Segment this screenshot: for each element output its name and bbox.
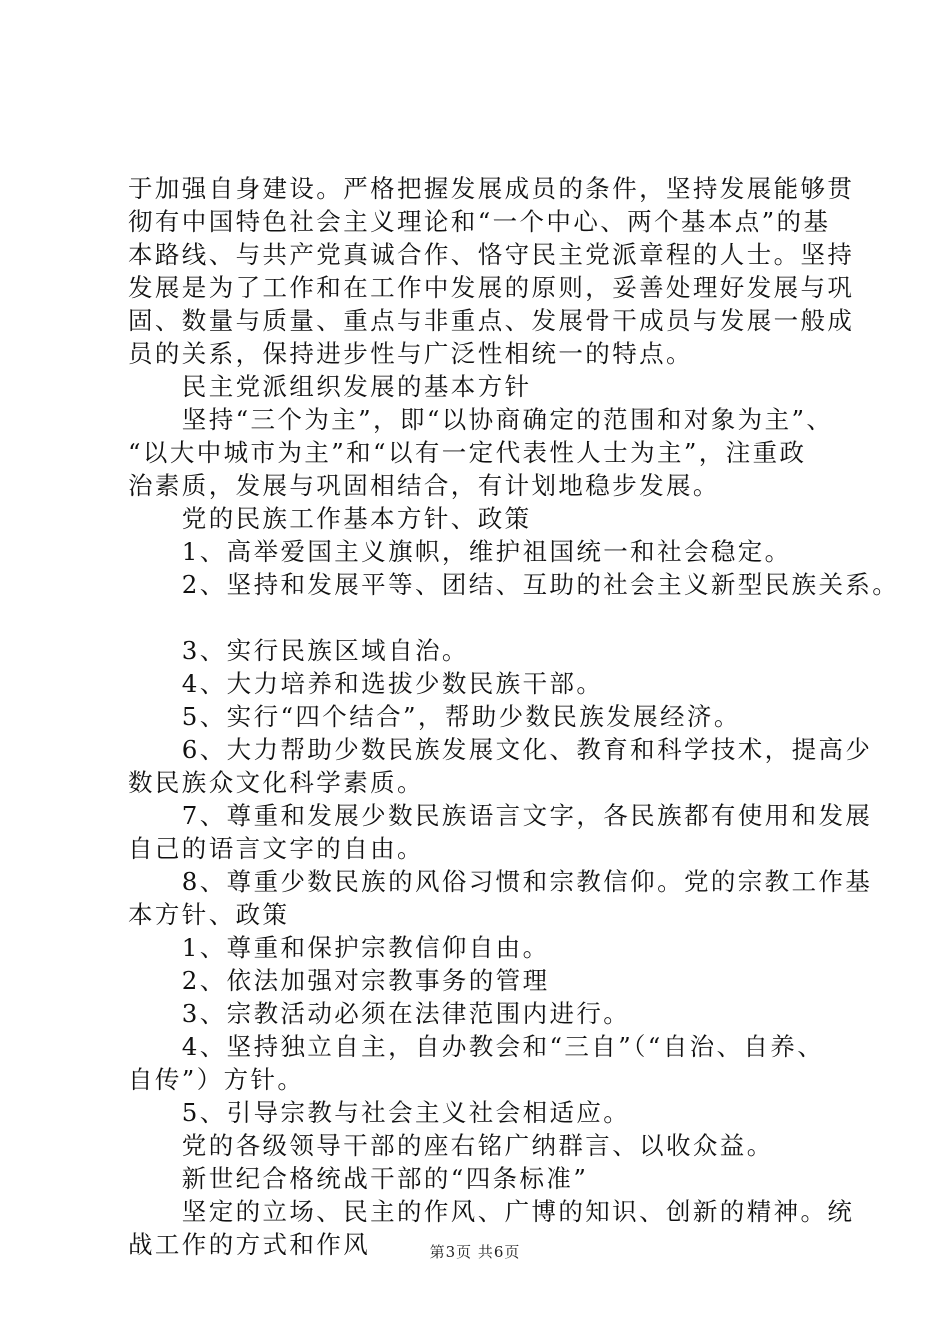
section-heading: 党的民族工作基本方针、政策 [128, 504, 532, 533]
section-heading: 民主党派组织发展的基本方针 [128, 372, 532, 401]
section-heading: 党的各级领导干部的座右铭广纳群言、以收众益。 [128, 1131, 774, 1160]
text-line: 本路线、与共产党真诚合作、恪守民主党派章程的人士。坚持 [128, 240, 855, 269]
text-line: 自传”）方针。 [128, 1065, 305, 1094]
list-item: 8、尊重少数民族的风俗习惯和宗教信仰。党的宗教工作基 [128, 867, 873, 896]
list-item: 4、坚持独立自主，自办教会和“三自”（“自治、自养、 [128, 1032, 825, 1061]
list-item: 6、大力帮助少数民族发展文化、教育和科学技术，提高少 [128, 735, 873, 764]
list-item: 5、实行“四个结合”，帮助少数民族发展经济。 [128, 702, 741, 731]
list-item: 5、引导宗教与社会主义社会相适应。 [128, 1098, 631, 1127]
text-line: 固、数量与质量、重点与非重点、发展骨干成员与发展一般成 [128, 306, 855, 335]
page-number-footer: 第3页 共6页 [429, 1243, 521, 1261]
text-line: 于加强自身建设。严格把握发展成员的条件，坚持发展能够贯 [128, 174, 855, 203]
list-item: 4、大力培养和选拔少数民族干部。 [128, 669, 604, 698]
list-item: 3、实行民族区域自治。 [128, 636, 469, 665]
text-line: 彻有中国特色社会主义理论和“一个中心、两个基本点”的基 [128, 207, 831, 236]
text-line: 发展是为了工作和在工作中发展的原则，妥善处理好发展与巩 [128, 273, 855, 302]
text-line: 本方针、政策 [128, 900, 290, 929]
list-item: 1、尊重和保护宗教信仰自由。 [128, 933, 550, 962]
section-heading: 新世纪合格统战干部的“四条标准” [128, 1164, 589, 1193]
document-body [128, 172, 900, 1261]
text-line: “以大中城市为主”和“以有一定代表性人士为主”，注重政 [128, 438, 807, 467]
text-line: 坚持“三个为主”，即“以协商确定的范围和对象为主”、 [128, 405, 834, 434]
text-line: 员的关系，保持进步性与广泛性相统一的特点。 [128, 339, 693, 368]
text-line: 数民族众文化科学素质。 [128, 768, 424, 797]
list-item: 2、坚持和发展平等、团结、互助的社会主义新型民族关系。 [128, 570, 900, 599]
text-line: 自己的语言文字的自由。 [128, 834, 424, 863]
blank-line [128, 601, 848, 634]
list-item: 2、依法加强对宗教事务的管理 [128, 966, 550, 995]
list-item: 1、高举爱国主义旗帜，维护祖国统一和社会稳定。 [128, 537, 792, 566]
text-line: 战工作的方式和作风 [128, 1230, 371, 1259]
text-line: 坚定的立场、民主的作风、广博的知识、创新的精神。统 [128, 1197, 855, 1226]
list-item: 3、宗教活动必须在法律范围内进行。 [128, 999, 631, 1028]
list-item: 7、尊重和发展少数民族语言文字，各民族都有使用和发展 [128, 801, 873, 830]
text-line: 治素质，发展与巩固相结合，有计划地稳步发展。 [128, 471, 720, 500]
